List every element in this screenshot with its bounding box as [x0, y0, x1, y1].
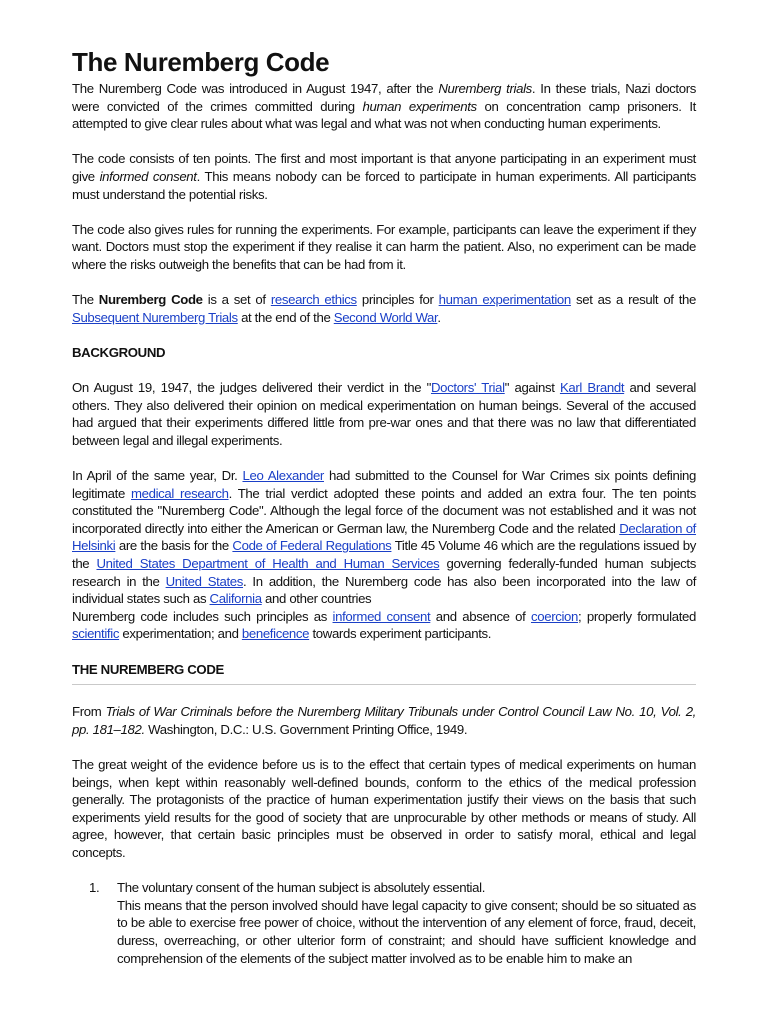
text: ; properly formulated	[578, 608, 697, 624]
document-page	[72, 44, 696, 967]
link-california[interactable]: California	[209, 591, 262, 607]
list-item-text	[117, 879, 696, 967]
text: experimentation; and	[119, 626, 242, 642]
link-united-states[interactable]: United States	[165, 573, 244, 589]
link-research-ethics[interactable]: research ethics	[270, 292, 357, 308]
rules-paragraph: The code also gives rules for running the experiments. For example, participants can leave the experiment if they want. Doctors must stop the experiment if they realise it can harm the patient. Also, no experiment can be made where the risks outweigh the benefits that can be had from it.	[72, 221, 696, 272]
background-paragraph-3	[72, 608, 696, 643]
consent-paragraph	[72, 150, 696, 203]
text: and several others. They also delivered their opinion on medical experimentation on human beings. Several of the accused had argued that their experiments differed little from pre-war ones and that there was no law that differentiated between legal and illegal experiments.	[72, 380, 696, 448]
code-heading: THE NUREMBERG CODE	[72, 661, 696, 686]
italic-text: Nuremberg trials	[438, 81, 532, 96]
text: Washington, D.C.: U.S. Government Printing Office, 1949.	[144, 721, 468, 737]
text: The code consists of ten points. The first and most important is that anyone participating in an experiment must give	[72, 151, 696, 184]
text: .	[437, 309, 441, 325]
text: On August 19, 1947, the judges delivered their verdict in the "	[72, 380, 431, 396]
page-title: The Nuremberg Code	[72, 47, 330, 77]
principles-list	[72, 879, 696, 967]
text: set as a result of the	[570, 292, 696, 308]
italic-text: Trials of War Criminals before the Nuremberg Military Tribunals under Control Council Law No. 10, Vol. 2, pp. 181–182.	[72, 704, 697, 737]
text: Title 45 Volume 46 which are the regulations issued by the	[72, 538, 696, 572]
text: and absence of	[430, 608, 531, 624]
text: at the end of the	[237, 309, 334, 325]
list-item-line-2: This means that the person involved should have legal capacity to give consent; should be so situated as to be able to exercise free power of choice, without the intervention of any element of force, fraud, deceit, duress, overreaching, or other ulterior form of constraint; and should have sufficient knowledge and comprehension of the elements of the subject matter involved as to be enable him to make an	[117, 897, 696, 966]
text: had submitted to the Counsel for War Crimes six points defining legitimate	[72, 468, 696, 501]
text: . This means nobody can be forced to participate in human experiments. All participants must understand the potential risks.	[72, 168, 696, 202]
text: . The trial verdict adopted these points and added an extra four. The ten points constituted the "Nuremberg Code". Although the legal force of the document was not established and it was not incorporated directly into either the American or German law, the Nuremberg Code and the related	[72, 485, 696, 536]
link-declaration-of-helsinki[interactable]: Declaration of Helsinki	[72, 520, 697, 554]
link-medical-research[interactable]: medical research	[131, 485, 229, 501]
list-item	[72, 879, 696, 967]
link-leo-alexander[interactable]: Leo Alexander	[242, 468, 324, 484]
text: Nuremberg code includes such principles as	[72, 608, 333, 624]
definition-paragraph	[72, 291, 696, 326]
link-hhs[interactable]: United States Department of Health and Human Services	[96, 556, 440, 572]
text: . In addition, the Nuremberg code has also been incorporated into the law of individual states such as	[72, 573, 697, 607]
link-informed-consent[interactable]: informed consent	[332, 608, 431, 624]
link-subsequent-nuremberg-trials[interactable]: Subsequent Nuremberg Trials	[72, 309, 238, 325]
link-code-of-federal-regulations[interactable]: Code of Federal Regulations	[232, 538, 392, 554]
text: From	[72, 704, 106, 720]
text: " against	[504, 380, 560, 396]
text: are the basis for the	[115, 538, 233, 554]
bold-text: Nuremberg Code	[98, 292, 203, 308]
weight-paragraph: The great weight of the evidence before us is to the effect that certain types of medical experiments on human beings, when kept within reasonably well-defined bounds, conform to the ethics of the medical profession generally. The protagonists of the practice of human experimentation justify their views on the basis that such experiments yield results for the good of society that are unprocurable by other methods or means of study. All agree, however, that certain basic principles must be observed in order to satisfy moral, ethical and legal concepts.	[72, 756, 696, 860]
background-paragraph-1	[72, 379, 696, 449]
intro-paragraph	[72, 80, 696, 133]
link-beneficence[interactable]: beneficence	[241, 626, 310, 642]
text: The Nuremberg Code was introduced in August 1947, after the	[72, 81, 439, 96]
link-human-experimentation[interactable]: human experimentation	[438, 292, 571, 308]
text: on concentration camp prisoners. It attempted to give clear rules about what was legal and what was not when conducting human experiments.	[72, 98, 696, 132]
text: is a set of	[202, 292, 271, 308]
link-doctors-trial[interactable]: Doctors' Trial	[430, 380, 505, 396]
text: . In these trials, Nazi doctors were convicted of the crimes committed during	[72, 81, 697, 114]
text: In April of the same year, Dr.	[72, 468, 243, 484]
italic-text: informed consent	[99, 168, 197, 184]
background-heading: BACKGROUND	[72, 344, 166, 360]
spacer	[72, 685, 696, 703]
link-second-world-war[interactable]: Second World War	[333, 309, 438, 325]
list-item-number: 1.	[89, 880, 100, 896]
background-paragraph-2	[72, 467, 696, 608]
text: governing federally-funded human subjects research in the	[72, 556, 696, 589]
text: towards experiment participants.	[309, 626, 492, 642]
link-scientific[interactable]: scientific	[72, 626, 120, 642]
link-coercion[interactable]: coercion	[530, 608, 579, 624]
list-item-line-1: The voluntary consent of the human subject is absolutely essential.	[117, 880, 486, 896]
text: and other countries	[261, 591, 372, 607]
text: principles for	[356, 292, 439, 308]
link-karl-brandt[interactable]: Karl Brandt	[559, 380, 625, 396]
italic-text: human experiments	[362, 98, 477, 114]
text: The	[72, 292, 99, 308]
source-paragraph	[72, 703, 696, 738]
